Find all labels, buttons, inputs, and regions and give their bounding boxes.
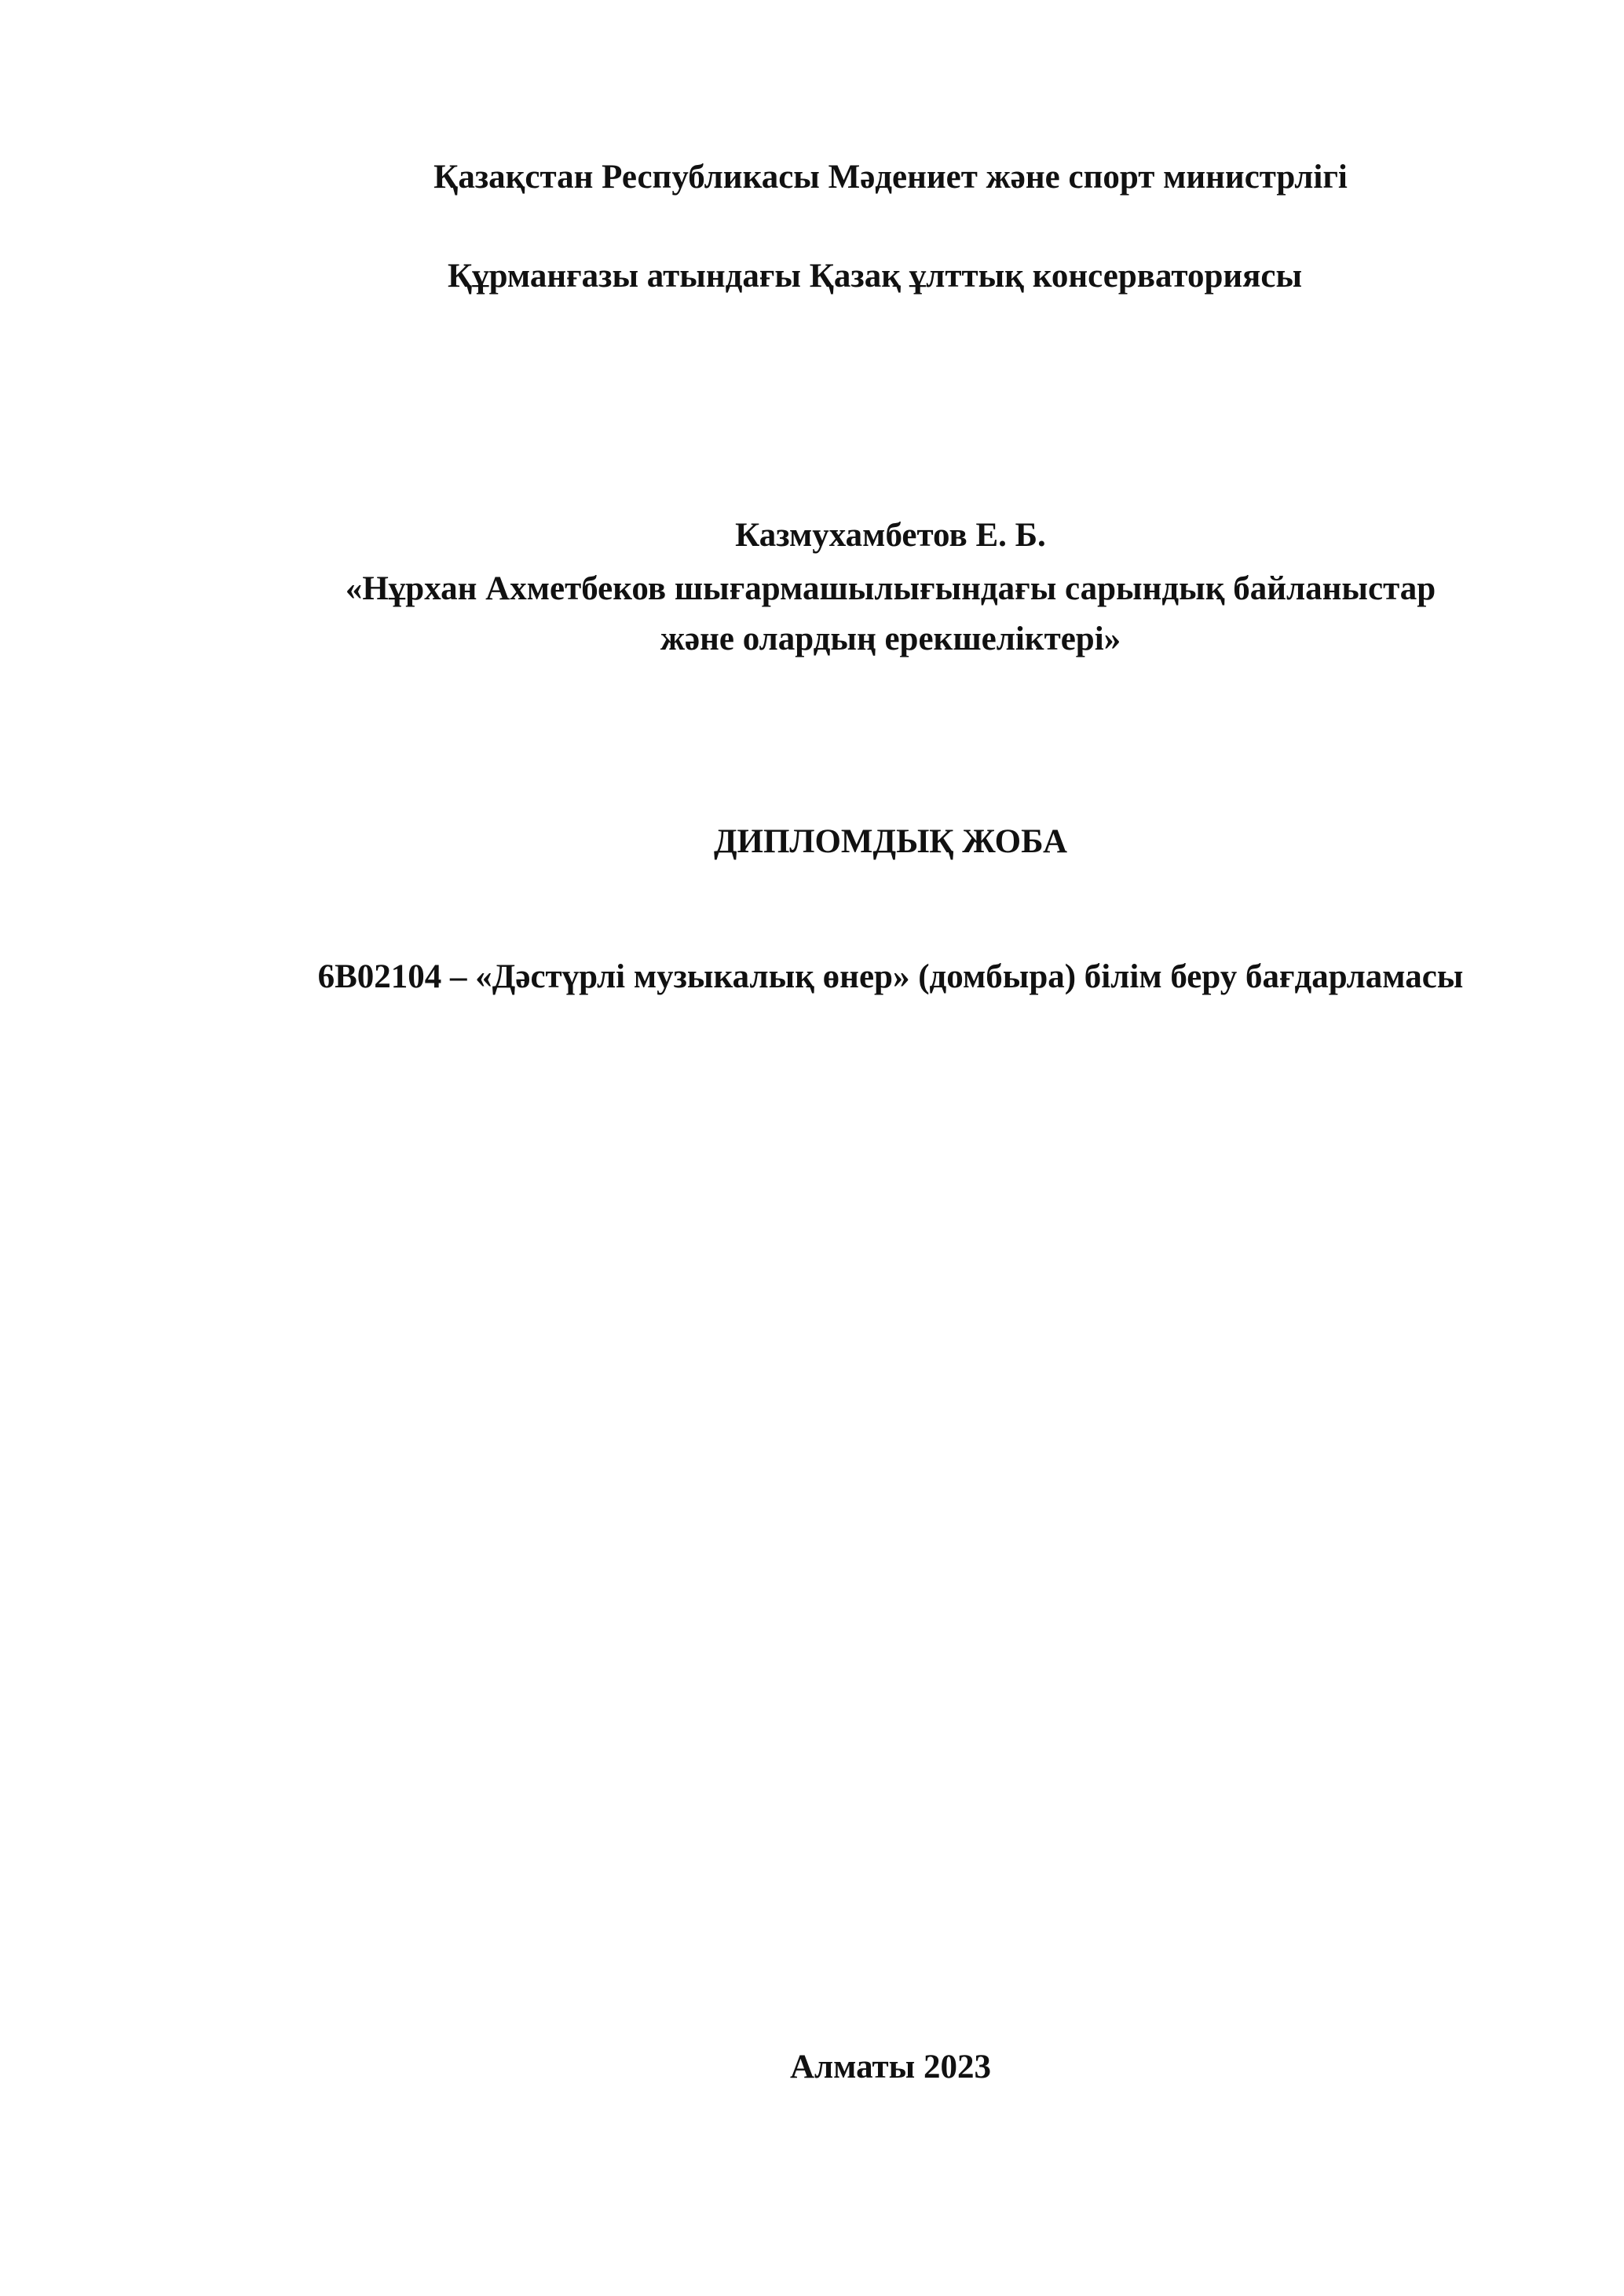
city-year: Алматы 2023 (789, 2049, 991, 2085)
work-title-line-1: «Нұрхан Ахметбеков шығармашылығындағы сарындық байланыстар (345, 570, 1436, 607)
education-program: 6В02104 – «Дәстүрлі музыкалық өнер» (домбыра) білім беру бағдарламасы (317, 958, 1464, 995)
document-type: ДИПЛОМДЫҚ ЖОБА (713, 823, 1068, 860)
work-title-line-2: және олардың ерекшеліктері» (660, 621, 1121, 657)
conservatory-name: Құрманғазы атындағы Қазақ ұлттық консерваториясы (447, 258, 1303, 295)
author-name: Казмухамбетов Е. Б. (735, 517, 1046, 554)
ministry-name: Қазақстан Республикасы Мәдениет және спорт министрлігі (433, 159, 1348, 196)
